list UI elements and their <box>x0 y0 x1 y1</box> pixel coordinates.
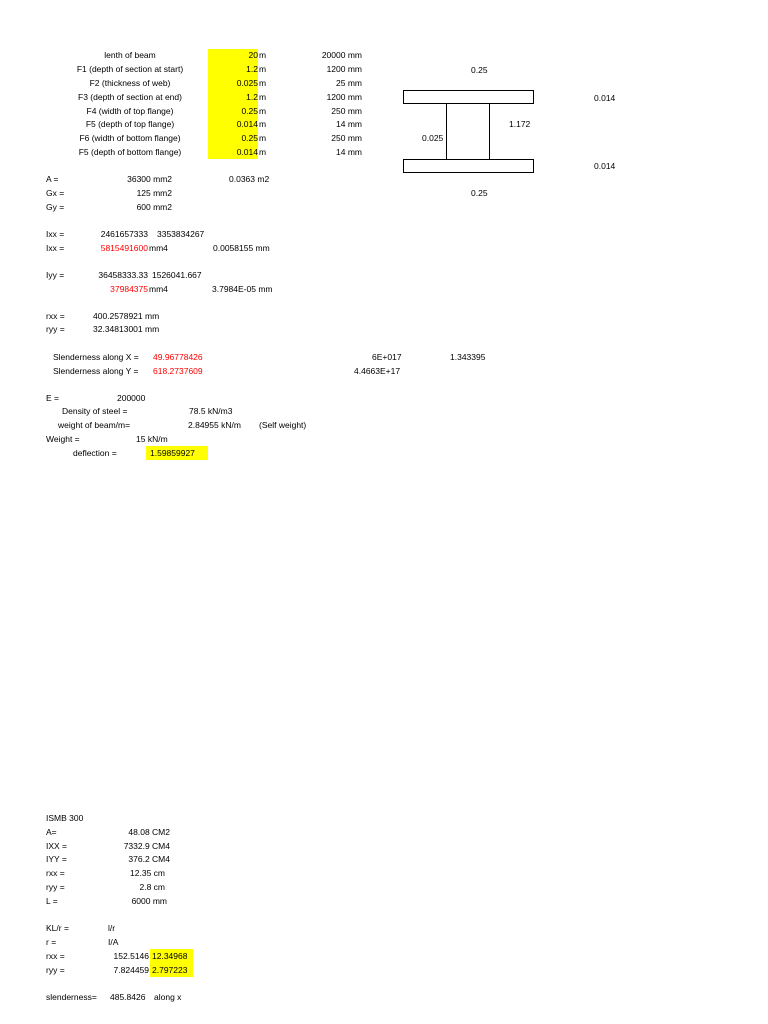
dim-web-height: 1.172 <box>509 119 531 129</box>
area-value: 36300 mm2 <box>127 174 172 184</box>
slenderness-x-extra2: 1.343395 <box>450 352 486 362</box>
bottom-flange <box>403 159 534 173</box>
ismb-ryy-label: ryy = <box>46 965 65 975</box>
input-value[interactable]: 1.2 <box>246 64 258 74</box>
area-label: A = <box>46 174 59 184</box>
r-value: I/A <box>108 937 119 947</box>
beam-weight-value: 2.84955 kN/m <box>188 420 241 430</box>
ixx-part1: 2461657333 <box>100 229 148 239</box>
input-label: F5 (depth of top flange) <box>85 119 175 129</box>
input-unit: m <box>259 147 267 157</box>
input-label: F1 (depth of section at start) <box>76 64 184 74</box>
input-value[interactable]: 20 <box>248 50 258 60</box>
iyy-alt: 3.7984E-05 mm <box>212 284 273 294</box>
input-converted: 14 mm <box>336 119 362 129</box>
dim-top-width: 0.25 <box>471 65 488 75</box>
slenderness-y-value: 618.2737609 <box>153 366 203 376</box>
input-converted: 1200 mm <box>326 64 362 74</box>
input-converted: 14 mm <box>336 147 362 157</box>
ismb-slenderness-label: slenderness= <box>46 992 97 1002</box>
web-right-edge <box>489 103 490 160</box>
ismb-row-label: A= <box>46 827 57 837</box>
web-left-edge <box>446 103 447 160</box>
ismb-row-label: ryy = <box>46 882 65 892</box>
ismb-row-value: 376.2 CM4 <box>128 854 170 864</box>
slenderness-x-extra: 6E+017 <box>372 352 402 362</box>
e-label: E = <box>46 393 59 403</box>
ismb-ryy-v1: 7.824459 <box>113 965 149 975</box>
self-weight-note: (Self weight) <box>259 420 307 430</box>
input-label: lenth of beam <box>104 50 156 60</box>
weight-value: 15 kN/m <box>136 434 168 444</box>
slenderness-x-value: 49.96778426 <box>153 352 203 362</box>
input-unit: m <box>259 133 267 143</box>
ismb-row-label: IXX = <box>46 841 68 851</box>
ismb-rxx-v2: 12.34968 <box>152 951 188 961</box>
ryy-label: ryy = <box>46 324 65 334</box>
input-unit: m <box>259 64 267 74</box>
slenderness-y-label: Slenderness along Y = <box>53 366 139 376</box>
dim-top-flange: 0.014 <box>594 93 616 103</box>
input-unit: m <box>259 106 267 116</box>
input-label: F4 (width of top flange) <box>86 106 174 116</box>
input-unit: m <box>259 92 267 102</box>
ismb-rxx-v1: 152.5146 <box>113 951 149 961</box>
input-label: F2 (thickness of web) <box>89 78 171 88</box>
dim-web-thickness: 0.025 <box>422 133 444 143</box>
ismb-title: ISMB 300 <box>46 813 84 823</box>
iyy-part2: 1526041.667 <box>152 270 202 280</box>
input-converted: 250 mm <box>331 106 362 116</box>
input-unit: m <box>259 50 267 60</box>
input-unit: m <box>259 119 267 129</box>
weight-label: Weight = <box>46 434 80 444</box>
input-converted: 1200 mm <box>326 92 362 102</box>
input-value[interactable]: 1.2 <box>246 92 258 102</box>
kl-value: l/r <box>108 923 116 933</box>
deflection-label: deflection = <box>73 448 117 458</box>
ismb-ryy-v2: 2.797223 <box>152 965 188 975</box>
ixx-label: Ixx = <box>46 243 65 253</box>
input-value[interactable]: 0.025 <box>236 78 258 88</box>
e-value: 200000 <box>117 393 146 403</box>
area-value: 600 mm2 <box>136 202 172 212</box>
dim-bottom-width: 0.25 <box>471 188 488 198</box>
input-converted: 25 mm <box>336 78 362 88</box>
area-label: Gx = <box>46 188 65 198</box>
area-label: Gy = <box>46 202 65 212</box>
ismb-row-value: 6000 mm <box>131 896 167 906</box>
input-converted: 250 mm <box>331 133 362 143</box>
ismb-slenderness-value: 485.8426 <box>110 992 146 1002</box>
rxx-label: rxx = <box>46 311 65 321</box>
ismb-row-value: 7332.9 CM4 <box>123 841 170 851</box>
ixx-part2: 3353834267 <box>157 229 205 239</box>
slenderness-x-label: Slenderness along X = <box>53 352 139 362</box>
ismb-row-label: IYY = <box>46 854 67 864</box>
density-label: Density of steel = <box>62 406 128 416</box>
ixx-total: 5815491600 <box>100 243 148 253</box>
input-value[interactable]: 0.014 <box>236 147 258 157</box>
ismb-row-value: 12.35 cm <box>130 868 165 878</box>
deflection-value: 1.59859927 <box>150 448 195 458</box>
iyy-total: 37984375 <box>110 284 148 294</box>
input-label: F6 (width of bottom flange) <box>79 133 181 143</box>
r-label: r = <box>46 937 57 947</box>
slenderness-y-extra: 4.4663E+17 <box>354 366 401 376</box>
ismb-row-label: rxx = <box>46 868 65 878</box>
input-value[interactable]: 0.25 <box>241 133 258 143</box>
ixx-alt: 0.0058155 mm <box>213 243 270 253</box>
ismb-slenderness-note: along x <box>154 992 182 1002</box>
ismb-row-value: 48.08 CM2 <box>128 827 170 837</box>
input-unit: m <box>259 78 267 88</box>
iyy-unit: mm4 <box>149 284 168 294</box>
top-flange <box>403 90 534 104</box>
ryy-value: 32.34813001 mm <box>93 324 160 334</box>
ismb-rxx-label: rxx = <box>46 951 65 961</box>
input-value[interactable]: 0.014 <box>236 119 258 129</box>
rxx-value: 400.2578921 mm <box>93 311 160 321</box>
input-label: F3 (depth of section at end) <box>78 92 182 102</box>
ixx-unit: mm4 <box>149 243 168 253</box>
input-value[interactable]: 0.25 <box>241 106 258 116</box>
ismb-row-value: 2.8 cm <box>139 882 165 892</box>
kl-label: KL/r = <box>46 923 69 933</box>
input-label: F5 (depth of bottom flange) <box>78 147 182 157</box>
area-value: 125 mm2 <box>136 188 172 198</box>
dim-bottom-flange: 0.014 <box>594 161 616 171</box>
area-extra: 0.0363 m2 <box>229 174 270 184</box>
ixx-label: Ixx = <box>46 229 65 239</box>
iyy-part1: 36458333.33 <box>98 270 148 280</box>
density-value: 78.5 kN/m3 <box>189 406 233 416</box>
iyy-label: Iyy = <box>46 270 65 280</box>
ismb-row-label: L = <box>46 896 58 906</box>
beam-weight-label: weight of beam/m= <box>58 420 131 430</box>
input-converted: 20000 mm <box>321 50 362 60</box>
